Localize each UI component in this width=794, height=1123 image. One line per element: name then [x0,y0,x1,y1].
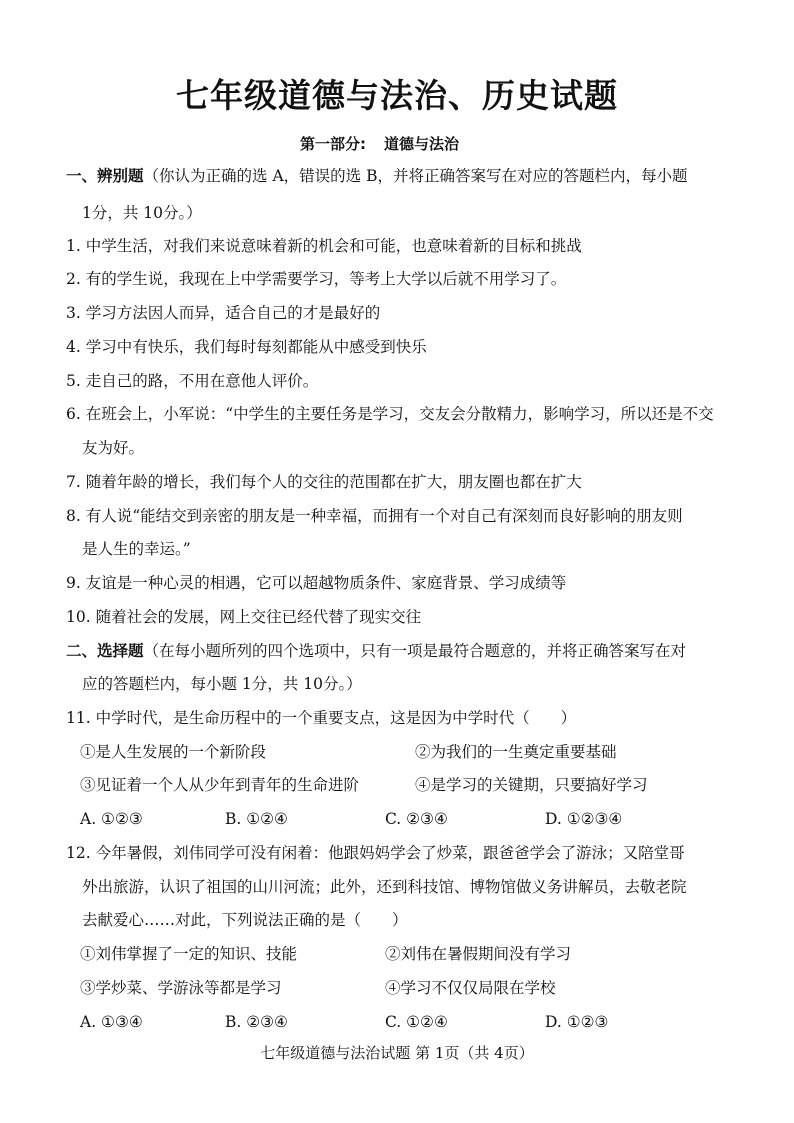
q12-option-a: A. ①③④ [80,1013,143,1031]
question-5: 5. 走自己的路，不用在意他人评价。 [66,372,319,390]
section1-label: 一、辨别题 [66,167,144,185]
question-6: 6. 在班会上，小军说：“中学生的主要任务是学习，交友会分散精力，影响学习，所以还是不交 [66,405,714,423]
part-heading [300,133,620,154]
question-11: 11. 中学时代，是生命历程中的一个重要支点，这是因为中学时代（ ） [66,709,577,727]
q11-statement-1: ①是人生发展的一个新阶段 [80,743,267,761]
q12-statement-4: ④学习不仅仅局限在学校 [385,979,556,997]
section2-label: 二、选择题 [66,642,144,660]
question-6-cont: 友为好。 [82,439,145,457]
section2-instruction-cont: 应的答题栏内，每小题 1分，共 10分。） [82,675,362,693]
page-footer: 七年级道德与法治试题 第 1页（共 4页） [260,1044,534,1062]
question-10: 10. 随着社会的发展，网上交往已经代替了现实交往 [66,608,422,626]
section1-instruction [66,165,746,187]
question-12: 12. 今年暑假，刘伟同学可没有闲着：他跟妈妈学会了炒菜，跟爸爸学会了游泳；又陪堂哥 [66,844,685,862]
q11-option-d: D. ①②③④ [545,810,623,828]
part-subject: 道德与法治 [384,135,460,153]
question-8: 8. 有人说“能结交到亲密的朋友是一种幸福，而拥有一个对自己有深刻而良好影响的朋友则 [66,507,683,525]
question-1: 1. 中学生活，对我们来说意味着新的机会和可能，也意味着新的目标和挑战 [66,237,582,255]
question-3: 3. 学习方法因人而异，适合自己的才是最好的 [66,304,381,322]
q11-statement-3: ③见证着一个人从少年到青年的生命进阶 [80,776,360,794]
q11-option-b: B. ①②④ [225,810,288,828]
q11-statement-2: ②为我们的一生奠定重要基础 [415,743,617,761]
q12-statement-1: ①刘伟掌握了一定的知识、技能 [80,945,298,963]
q12-option-d: D. ①②③ [545,1013,609,1031]
section2-instruction-text: （在每小题所列的四个选项中，只有一项是最符合题意的，并将正确答案写在对 [143,642,687,660]
question-4: 4. 学习中有快乐，我们每时每刻都能从中感受到快乐 [66,338,427,356]
q11-option-a: A. ①②③ [80,810,143,828]
question-2: 2. 有的学生说，我现在上中学需要学习，等考上大学以后就不用学习了。 [66,270,567,288]
question-12-cont2: 去献爱心……对此，下列说法正确的是（ ） [82,911,408,929]
question-9: 9. 友谊是一种心灵的相遇，它可以超越物质条件、家庭背景、学习成绩等 [66,574,567,592]
q12-statement-2: ②刘伟在暑假期间没有学习 [385,945,572,963]
section1-instruction-text: （你认为正确的选 A，错误的选 B，并将正确答案写在对应的答题栏内，每小题 [143,167,688,185]
question-12-cont1: 外出旅游，认识了祖国的山川河流；此外，还到科技馆、博物馆做义务讲解员，去敬老院 [82,878,687,896]
q11-statement-4: ④是学习的关键期，只要搞好学习 [415,776,648,794]
q12-option-b: B. ②③④ [225,1013,288,1031]
q12-option-c: C. ①②④ [385,1013,448,1031]
question-8-cont: 是人生的幸运。” [82,540,191,558]
q11-option-c: C. ②③④ [385,810,448,828]
section1-instruction-cont: 1分，共 10分。） [82,204,202,222]
section2-instruction [66,640,746,662]
part-name: 第一部分: [300,135,366,153]
q12-statement-3: ③学炒菜、学游泳等都是学习 [80,979,282,997]
page-title: 七年级道德与法治、历史试题 [176,76,618,115]
question-7: 7. 随着年龄的增长，我们每个人的交往的范围都在扩大，朋友圈也都在扩大 [66,473,582,491]
